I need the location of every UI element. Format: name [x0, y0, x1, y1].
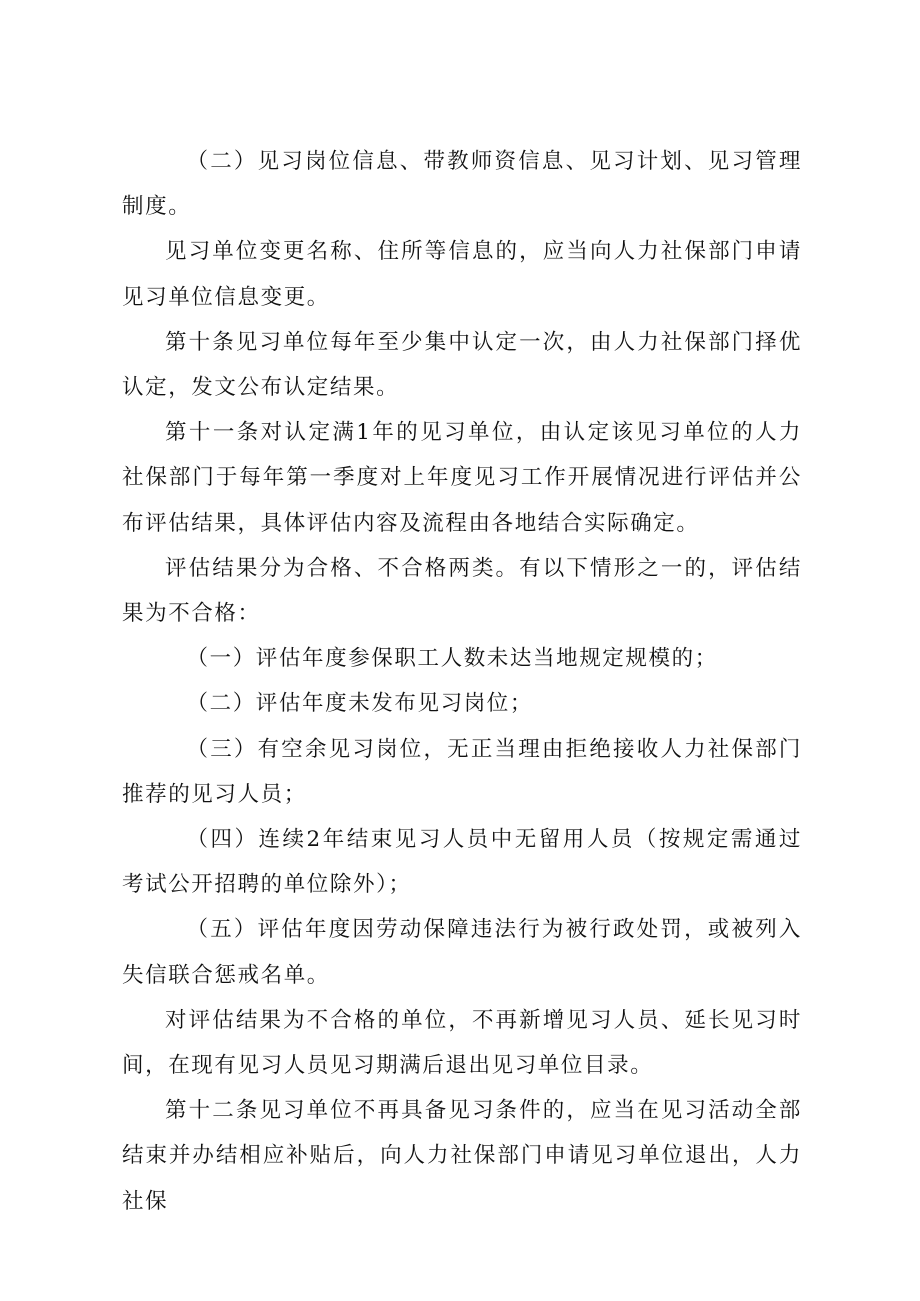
- paragraph-internship-info: （二）见习岗位信息、带教师资信息、见习计划、见习管理制度。: [122, 149, 802, 220]
- paragraph-evaluation-results: 评估结果分为合格、不合格两类。有以下情形之一的，评估结果为不合格：: [122, 555, 802, 627]
- document-body: [122, 139, 802, 1224]
- paragraph-article-10: 第十条见习单位每年至少集中认定一次，由人力社保部门择优认定，发文公布认定结果。: [122, 329, 802, 401]
- paragraph-article-11: 第十一条对认定满1年的见习单位，由认定该见习单位的人力社保部门于每年第一季度对上年度见习工作开展情况进行评估并公布评估结果，具体评估内容及流程由各地结合实际确定。: [122, 420, 802, 536]
- list-item-1: （一）评估年度参保职工人数未达当地规定规模的；: [186, 646, 718, 672]
- list-item-5: （五）评估年度因劳动保障违法行为被行政处罚，或被列入失信联合惩戒名单。: [122, 917, 802, 988]
- paragraph-info-change: 见习单位变更名称、住所等信息的，应当向人力社保部门申请见习单位信息变更。: [122, 239, 802, 310]
- list-item-4: （四）连续2年结束见习人员中无留用人员（按规定需通过考试公开招聘的单位除外）；: [122, 827, 802, 898]
- paragraph-unqualified-units: 对评估结果为不合格的单位，不再新增见习人员、延长见习时间，在现有见习人员见习期满后退出见习单位目录。: [122, 1007, 802, 1079]
- list-item-2: （二）评估年度未发布见习岗位；: [186, 691, 534, 717]
- paragraph-article-12: 第十二条见习单位不再具备见习条件的，应当在见习活动全部结束并办结相应补贴后，向人力社保部门申请见习单位退出，人力社保: [122, 1098, 802, 1214]
- list-item-3: （三）有空余见习岗位，无正当理由拒绝接收人力社保部门推荐的见习人员；: [122, 736, 802, 807]
